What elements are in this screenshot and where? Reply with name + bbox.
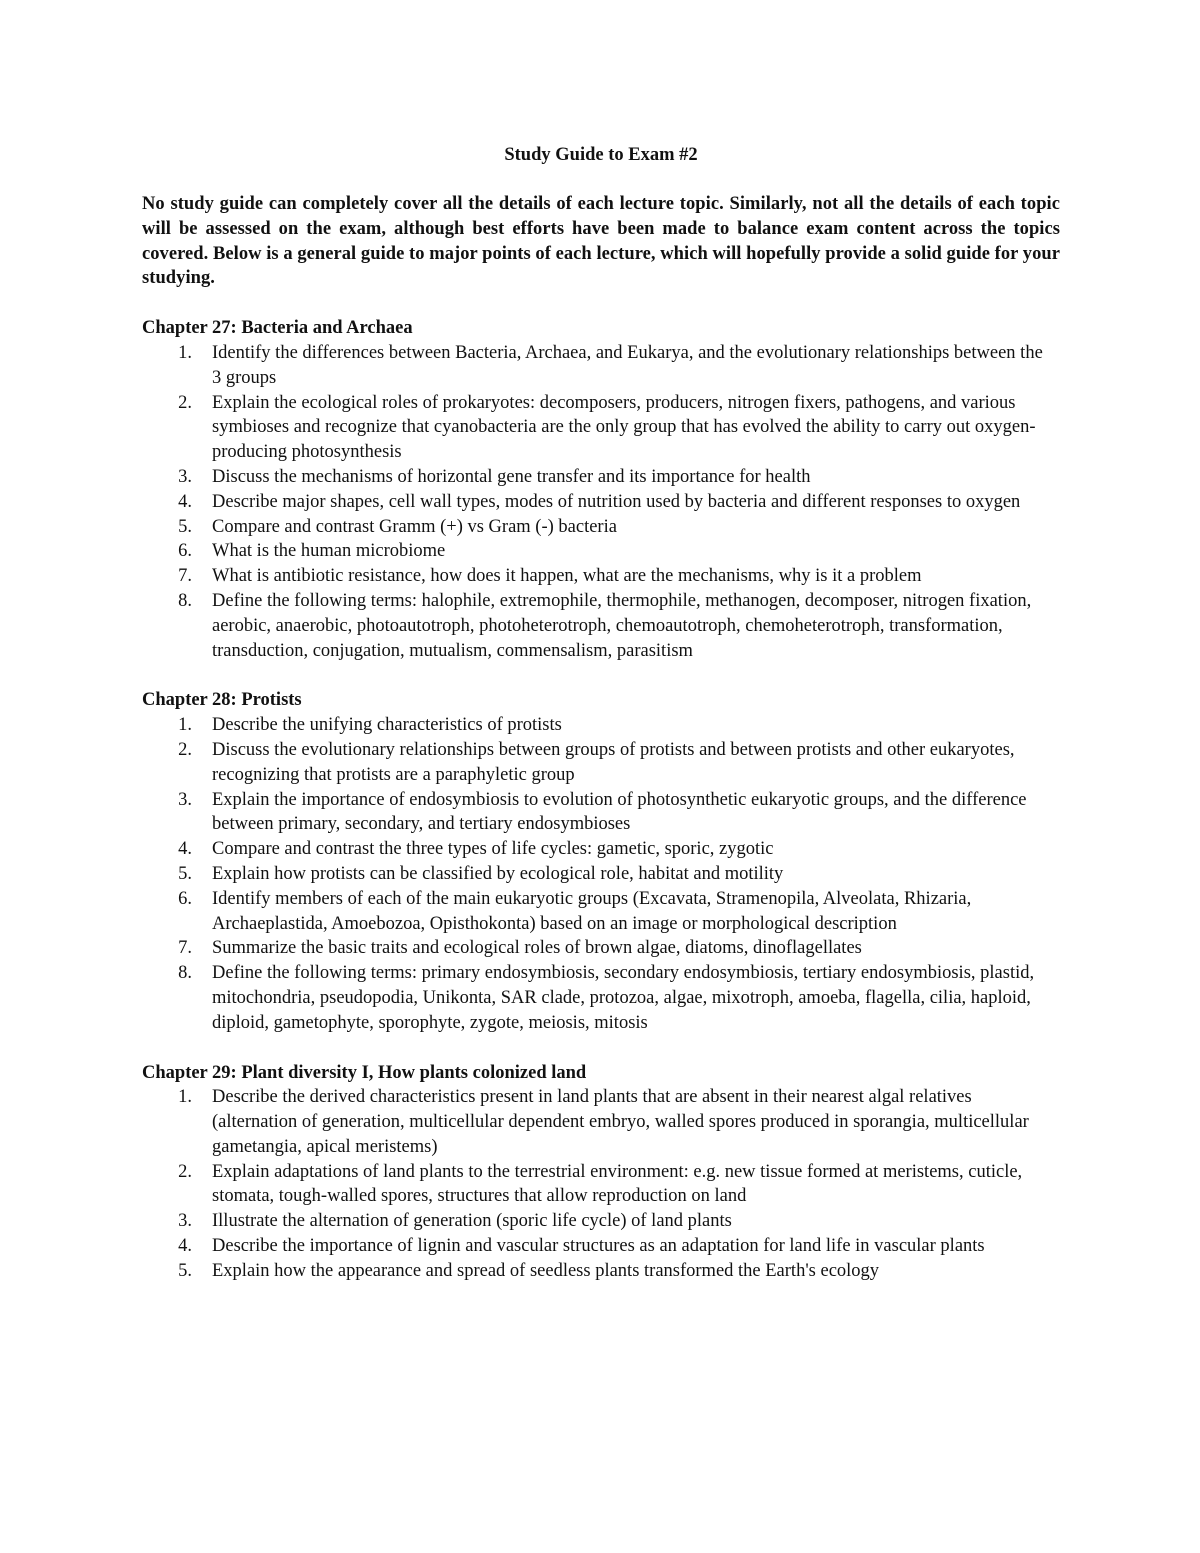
list-item-text: Discuss the mechanisms of horizontal gene transfer and its importance for health xyxy=(212,466,811,487)
list-item-text: Explain the ecological roles of prokaryotes: decomposers, producers, nitrogen fixers, pathogens, and various symbioses and recognize that cyanobacteria are the only group that has evolved the ability to carry out oxygen-producing photosynthesis xyxy=(212,392,1036,463)
list-item-number: 4. xyxy=(178,1236,192,1257)
list-item-number: 5. xyxy=(178,863,192,884)
list-item xyxy=(142,887,1060,937)
list-item-text: Summarize the basic traits and ecological roles of brown algae, diatoms, dinoflagellates xyxy=(212,938,862,959)
list-item xyxy=(142,1209,1060,1234)
list-item xyxy=(142,539,1060,564)
chapters-container xyxy=(142,316,1060,1283)
list-item-text: Compare and contrast Gramm (+) vs Gram (-) bacteria xyxy=(212,516,617,537)
list-item-text: Describe the unifying characteristics of protists xyxy=(212,715,562,736)
list-item xyxy=(142,589,1060,663)
list-item-text: Explain how protists can be classified by ecological role, habitat and motility xyxy=(212,863,784,884)
list-item xyxy=(142,936,1060,961)
list-item-text: Explain how the appearance and spread of seedless plants transformed the Earth's ecology xyxy=(212,1260,880,1281)
chapter-section xyxy=(142,1061,1060,1284)
list-item xyxy=(142,490,1060,515)
chapter-heading: Chapter 29: Plant diversity I, How plants colonized land xyxy=(142,1062,587,1083)
list-item xyxy=(142,564,1060,589)
list-item xyxy=(142,391,1060,465)
list-item-text: Define the following terms: halophile, extremophile, thermophile, methanogen, decomposer, nitrogen fixation, aerobic, anaerobic, photoautotroph, photoheterotroph, chemoautotroph, chemoheterotroph, transformation, transduction, conjugation, mutualism, commensalism, parasitism xyxy=(212,590,1032,661)
list-item-number: 8. xyxy=(178,963,192,984)
list-item-number: 2. xyxy=(178,392,192,413)
list-item xyxy=(142,1234,1060,1259)
list-item-text: Explain adaptations of land plants to the terrestrial environment: e.g. new tissue formed at meristems, cuticle, stomata, tough-walled spores, structures that allow reproduction on land xyxy=(212,1161,1023,1207)
page-title: Study Guide to Exam #2 xyxy=(504,145,698,165)
list-item-number: 6. xyxy=(178,888,192,909)
list-item xyxy=(142,515,1060,540)
list-item xyxy=(142,961,1060,1035)
chapter-heading: Chapter 28: Protists xyxy=(142,690,302,711)
list-item-number: 3. xyxy=(178,1211,192,1232)
list-item-number: 5. xyxy=(178,1260,192,1281)
chapter-section xyxy=(142,316,1060,663)
list-item-number: 5. xyxy=(178,516,192,537)
list-item-text: Illustrate the alternation of generation (sporic life cycle) of land plants xyxy=(212,1211,732,1232)
list-item xyxy=(142,1160,1060,1210)
list-item xyxy=(142,862,1060,887)
list-item-number: 4. xyxy=(178,839,192,860)
list-item-text: What is antibiotic resistance, how does it happen, what are the mechanisms, why is it a problem xyxy=(212,566,922,587)
list-item-text: Identify members of each of the main eukaryotic groups (Excavata, Stramenopila, Alveolata, Rhizaria, Archaeplastida, Amoebozoa, Opisthokonta) based on an image or morphological description xyxy=(212,888,972,934)
chapter-heading: Chapter 27: Bacteria and Archaea xyxy=(142,318,413,339)
list-item-number: 1. xyxy=(178,715,192,736)
list-item-text: Describe the importance of lignin and vascular structures as an adaptation for land life in vascular plants xyxy=(212,1236,985,1257)
list-item xyxy=(142,341,1060,391)
list-item xyxy=(142,465,1060,490)
list-item-text: Describe major shapes, cell wall types, modes of nutrition used by bacteria and different responses to oxygen xyxy=(212,491,1021,512)
list-item-number: 3. xyxy=(178,789,192,810)
objective-list xyxy=(142,1085,1060,1283)
list-item-text: Compare and contrast the three types of life cycles: gametic, sporic, zygotic xyxy=(212,839,774,860)
list-item-number: 7. xyxy=(178,566,192,587)
list-item-number: 8. xyxy=(178,590,192,611)
objective-list xyxy=(142,713,1060,1035)
list-item-text: Explain the importance of endosymbiosis to evolution of photosynthetic eukaryotic groups, and the difference between primary, secondary, and tertiary endosymbioses xyxy=(212,789,1027,835)
list-item-text: What is the human microbiome xyxy=(212,541,446,562)
list-item xyxy=(142,1085,1060,1159)
list-item-number: 7. xyxy=(178,938,192,959)
list-item-text: Identify the differences between Bacteria, Archaea, and Eukarya, and the evolutionary relationships between the 3 groups xyxy=(212,342,1043,388)
list-item-number: 1. xyxy=(178,342,192,363)
list-item-text: Discuss the evolutionary relationships between groups of protists and between protists and other eukaryotes, recognizing that protists are a paraphyletic group xyxy=(212,739,1015,785)
list-item xyxy=(142,1259,1060,1284)
chapter-section xyxy=(142,688,1060,1035)
list-item-number: 3. xyxy=(178,466,192,487)
list-item-text: Define the following terms: primary endosymbiosis, secondary endosymbiosis, tertiary endosymbiosis, plastid, mitochondria, pseudopodia, Unikonta, SAR clade, protozoa, algae, mixotroph, amoeba, flagella, cilia, haploid, diploid, gametophyte, sporophyte, zygote, meiosis, mitosis xyxy=(212,963,1035,1033)
list-item xyxy=(142,788,1060,838)
list-item-number: 2. xyxy=(178,1161,192,1182)
list-item xyxy=(142,713,1060,738)
list-item-number: 4. xyxy=(178,491,192,512)
list-item-number: 1. xyxy=(178,1087,192,1108)
list-item xyxy=(142,837,1060,862)
list-item-number: 6. xyxy=(178,541,192,562)
objective-list xyxy=(142,341,1060,663)
list-item-text: Describe the derived characteristics present in land plants that are absent in their nearest algal relatives (alternation of generation, multicellular dependent embryo, walled spores produced in sporangia, multicellular gametangia, apical meristems) xyxy=(212,1087,1029,1157)
list-item xyxy=(142,738,1060,788)
intro-paragraph: No study guide can completely cover all the details of each lecture topic. Similarly, not all the details of each topic will be assessed on the exam, although best efforts have been made to balance exam content across the topics covered. Below is a general guide to major points of each lecture, which will hopefully provide a solid guide for your studying. xyxy=(142,194,1060,289)
list-item-number: 2. xyxy=(178,739,192,760)
